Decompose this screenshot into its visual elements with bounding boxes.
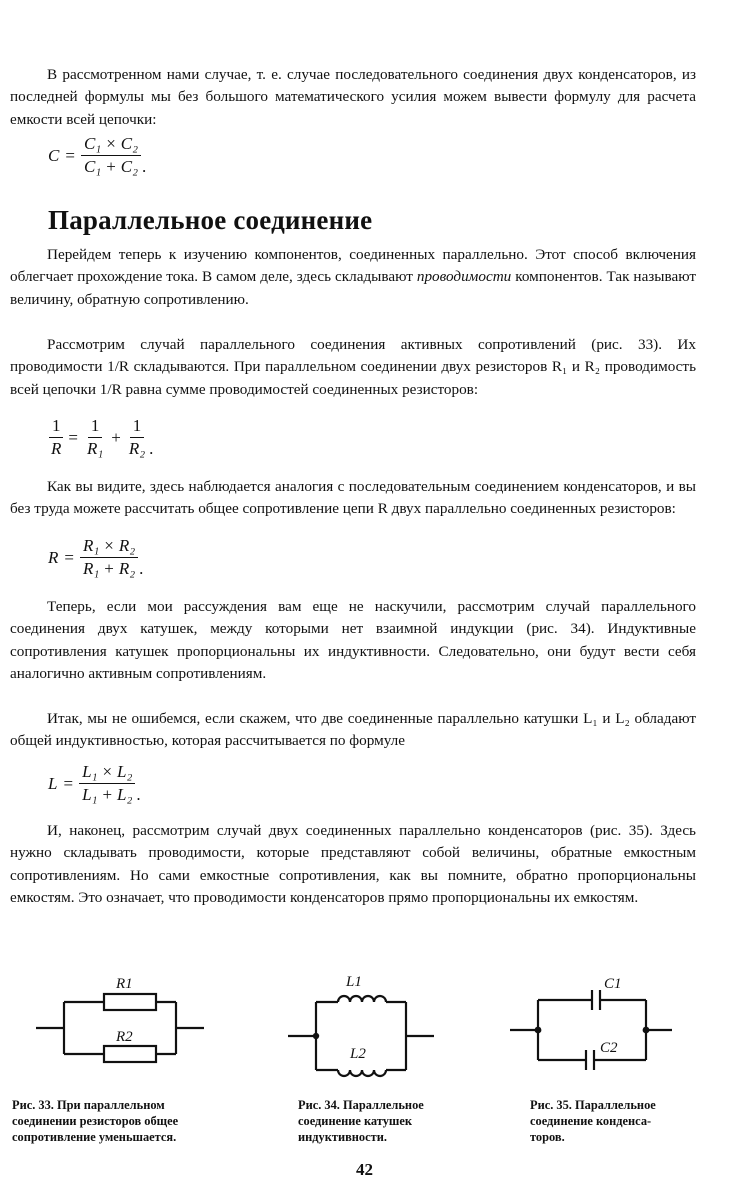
resistor-r1 <box>104 994 156 1010</box>
formula-lhs: R <box>48 547 59 567</box>
var-l1: L₁ <box>82 785 98 804</box>
var-c1: C₁ <box>83 157 102 176</box>
junction-dot-left <box>313 1033 319 1039</box>
paragraph-parallel-intro <box>10 244 696 311</box>
inductor-l2 <box>338 1070 386 1076</box>
formula-lhs: C <box>48 145 60 165</box>
formula-equals: = <box>63 773 74 793</box>
figure-33-resistors-diagram <box>30 962 230 1082</box>
var-l2: L₂ <box>117 762 133 781</box>
caption-line: Рис. 35. Параллельное <box>530 1098 656 1112</box>
paragraph-parallel-inductors: Теперь, если мои рассуждения вам еще не наскучили, рассмотрим случай параллельного соединения двух катушек, между которыми нет взаимной индукции (рис. 34). Индуктивные сопротивления катушек пропорциональны их индуктивности. Следовательно, они будут вести себя аналогично активным сопротивлениям. <box>10 598 696 683</box>
resistor-r2 <box>104 1046 156 1062</box>
label-l1: L1 <box>346 974 362 990</box>
formula-equals: = <box>65 145 75 165</box>
formula-period: . <box>139 559 144 578</box>
var-c2: C₂ <box>120 157 139 176</box>
fraction-denominator <box>80 558 138 579</box>
var-l1: L₁ <box>82 762 98 781</box>
fraction-numerator <box>80 536 138 558</box>
caption-line: соединение конденса- <box>530 1114 652 1128</box>
plus-sign: + <box>102 785 113 804</box>
fraction-numerator <box>81 134 141 156</box>
figure-33-caption <box>12 1097 178 1145</box>
plus-sign: + <box>111 427 121 447</box>
label-r2: R2 <box>116 1029 133 1045</box>
formula-capacitors-series <box>48 134 146 177</box>
var-r1: R₁ <box>82 536 100 555</box>
figure-35-caption <box>530 1097 656 1145</box>
paragraph-analogy: Как вы видите, здесь наблюдается аналогия с последовательным соединением конденсаторов, и вы без труда можете рассчитать общее сопротивление цепи R двух параллельно соединенных резисторов: <box>10 478 696 518</box>
times-sign: × <box>102 762 113 781</box>
formula-term-2 <box>126 416 148 459</box>
fraction-denominator: R₂ <box>128 439 146 458</box>
paragraph-series-capacitors: В рассмотренном нами случае, т. е. случае последовательного соединения двух конденсаторов, из последней формулы мы без большого математического усилия можем вывести формулу для расчета емкости всей цепочки: <box>10 66 696 128</box>
fraction-numerator <box>79 762 135 784</box>
text-run: Перейдем теперь к изучению компонентов, соединенных параллельно. Этот способ включения облегчает прохождение тока. В самом деле, здесь складывают <box>10 246 696 286</box>
caption-line: Рис. 33. При параллельном <box>12 1098 165 1112</box>
junction-dot-right <box>643 1027 650 1034</box>
caption-line: сопротивление уменьшается. <box>12 1130 177 1144</box>
formula-lhs: L <box>48 773 58 793</box>
times-sign: × <box>104 536 114 555</box>
formula-term-1 <box>84 416 106 459</box>
var-c1: C₁ <box>83 134 102 153</box>
fraction-denominator <box>79 784 135 805</box>
var-r2: R₂ <box>118 536 136 555</box>
formula-period: . <box>142 157 147 176</box>
label-c2: C2 <box>600 1040 618 1056</box>
plus-sign: + <box>106 157 116 176</box>
var-c2: C₂ <box>120 134 139 153</box>
fraction-denominator <box>81 156 141 177</box>
text-run: компонентов. Так называют величину, обратную сопротивлению. <box>10 268 697 308</box>
formula-fraction <box>81 134 141 177</box>
formula-fraction <box>80 536 138 579</box>
caption-line: Рис. 34. Параллельное <box>298 1098 424 1112</box>
section-heading: Параллельное соединение <box>48 205 373 235</box>
caption-line: торов. <box>530 1130 565 1144</box>
paragraph-inductance-formula-intro: Итак, мы не ошибемся, если скажем, что две соединенные параллельно катушки L₁ и L₂ обладают общей индуктивностью, которая рассчитывается по формуле <box>10 710 696 750</box>
fraction-numerator: 1 <box>49 416 64 438</box>
caption-line: соединении резисторов общее <box>12 1114 179 1128</box>
label-r1: R1 <box>116 976 133 992</box>
paragraph-parallel-resistors: Рассмотрим случай параллельного соединения активных сопротивлений (рис. 33). Их проводимости 1/R складываются. При параллельном соединении двух резисторов R₁ и R₂ проводимость всей цепочки 1/R равна сумме проводимостей соединенных резисторов: <box>10 336 696 398</box>
formula-equals: = <box>64 547 74 567</box>
var-r1: R₁ <box>82 559 100 578</box>
fraction-numerator: 1 <box>88 416 103 438</box>
formula-resistors-parallel <box>48 536 143 579</box>
var-r2: R₂ <box>118 559 136 578</box>
formula-inductors-parallel <box>48 762 141 805</box>
figure-35-capacitors-diagram <box>506 962 676 1072</box>
times-sign: × <box>106 134 116 153</box>
figure-34-caption <box>298 1097 424 1145</box>
junction-dot-left <box>535 1027 542 1034</box>
caption-line: индуктивности. <box>298 1130 387 1144</box>
fraction-denominator: R₁ <box>86 439 104 458</box>
formula-period: . <box>136 785 141 804</box>
var-l2: L₂ <box>117 785 133 804</box>
fraction-denominator: R <box>51 439 62 458</box>
formula-equals: = <box>68 427 78 447</box>
formula-period: . <box>149 439 154 458</box>
fraction-numerator: 1 <box>130 416 145 438</box>
label-l2: L2 <box>350 1046 366 1062</box>
emphasis-conductance: проводимости <box>416 268 512 286</box>
label-c1: C1 <box>604 976 622 992</box>
paragraph-parallel-capacitors: И, наконец, рассмотрим случай двух соединенных параллельно конденсаторов (рис. 35). Здесь нужно складывать проводимости, которые представляют собой величины, обратные емкостным сопротивлениям. Но сами емкостные сопротивления, как вы помните, обратно пропорциональны емкостям. Это означает, что проводимости конденсаторов прямо пропорциональны их емкостям. <box>10 822 696 907</box>
inductor-l1 <box>338 996 386 1002</box>
figure-34-inductors-diagram <box>284 962 444 1087</box>
plus-sign: + <box>104 559 114 578</box>
formula-fraction <box>79 762 135 805</box>
caption-line: соединение катушек <box>298 1114 412 1128</box>
formula-lhs-fraction <box>48 416 64 459</box>
formula-resistors-reciprocal <box>48 416 153 459</box>
page-number: 42 <box>356 1160 373 1179</box>
